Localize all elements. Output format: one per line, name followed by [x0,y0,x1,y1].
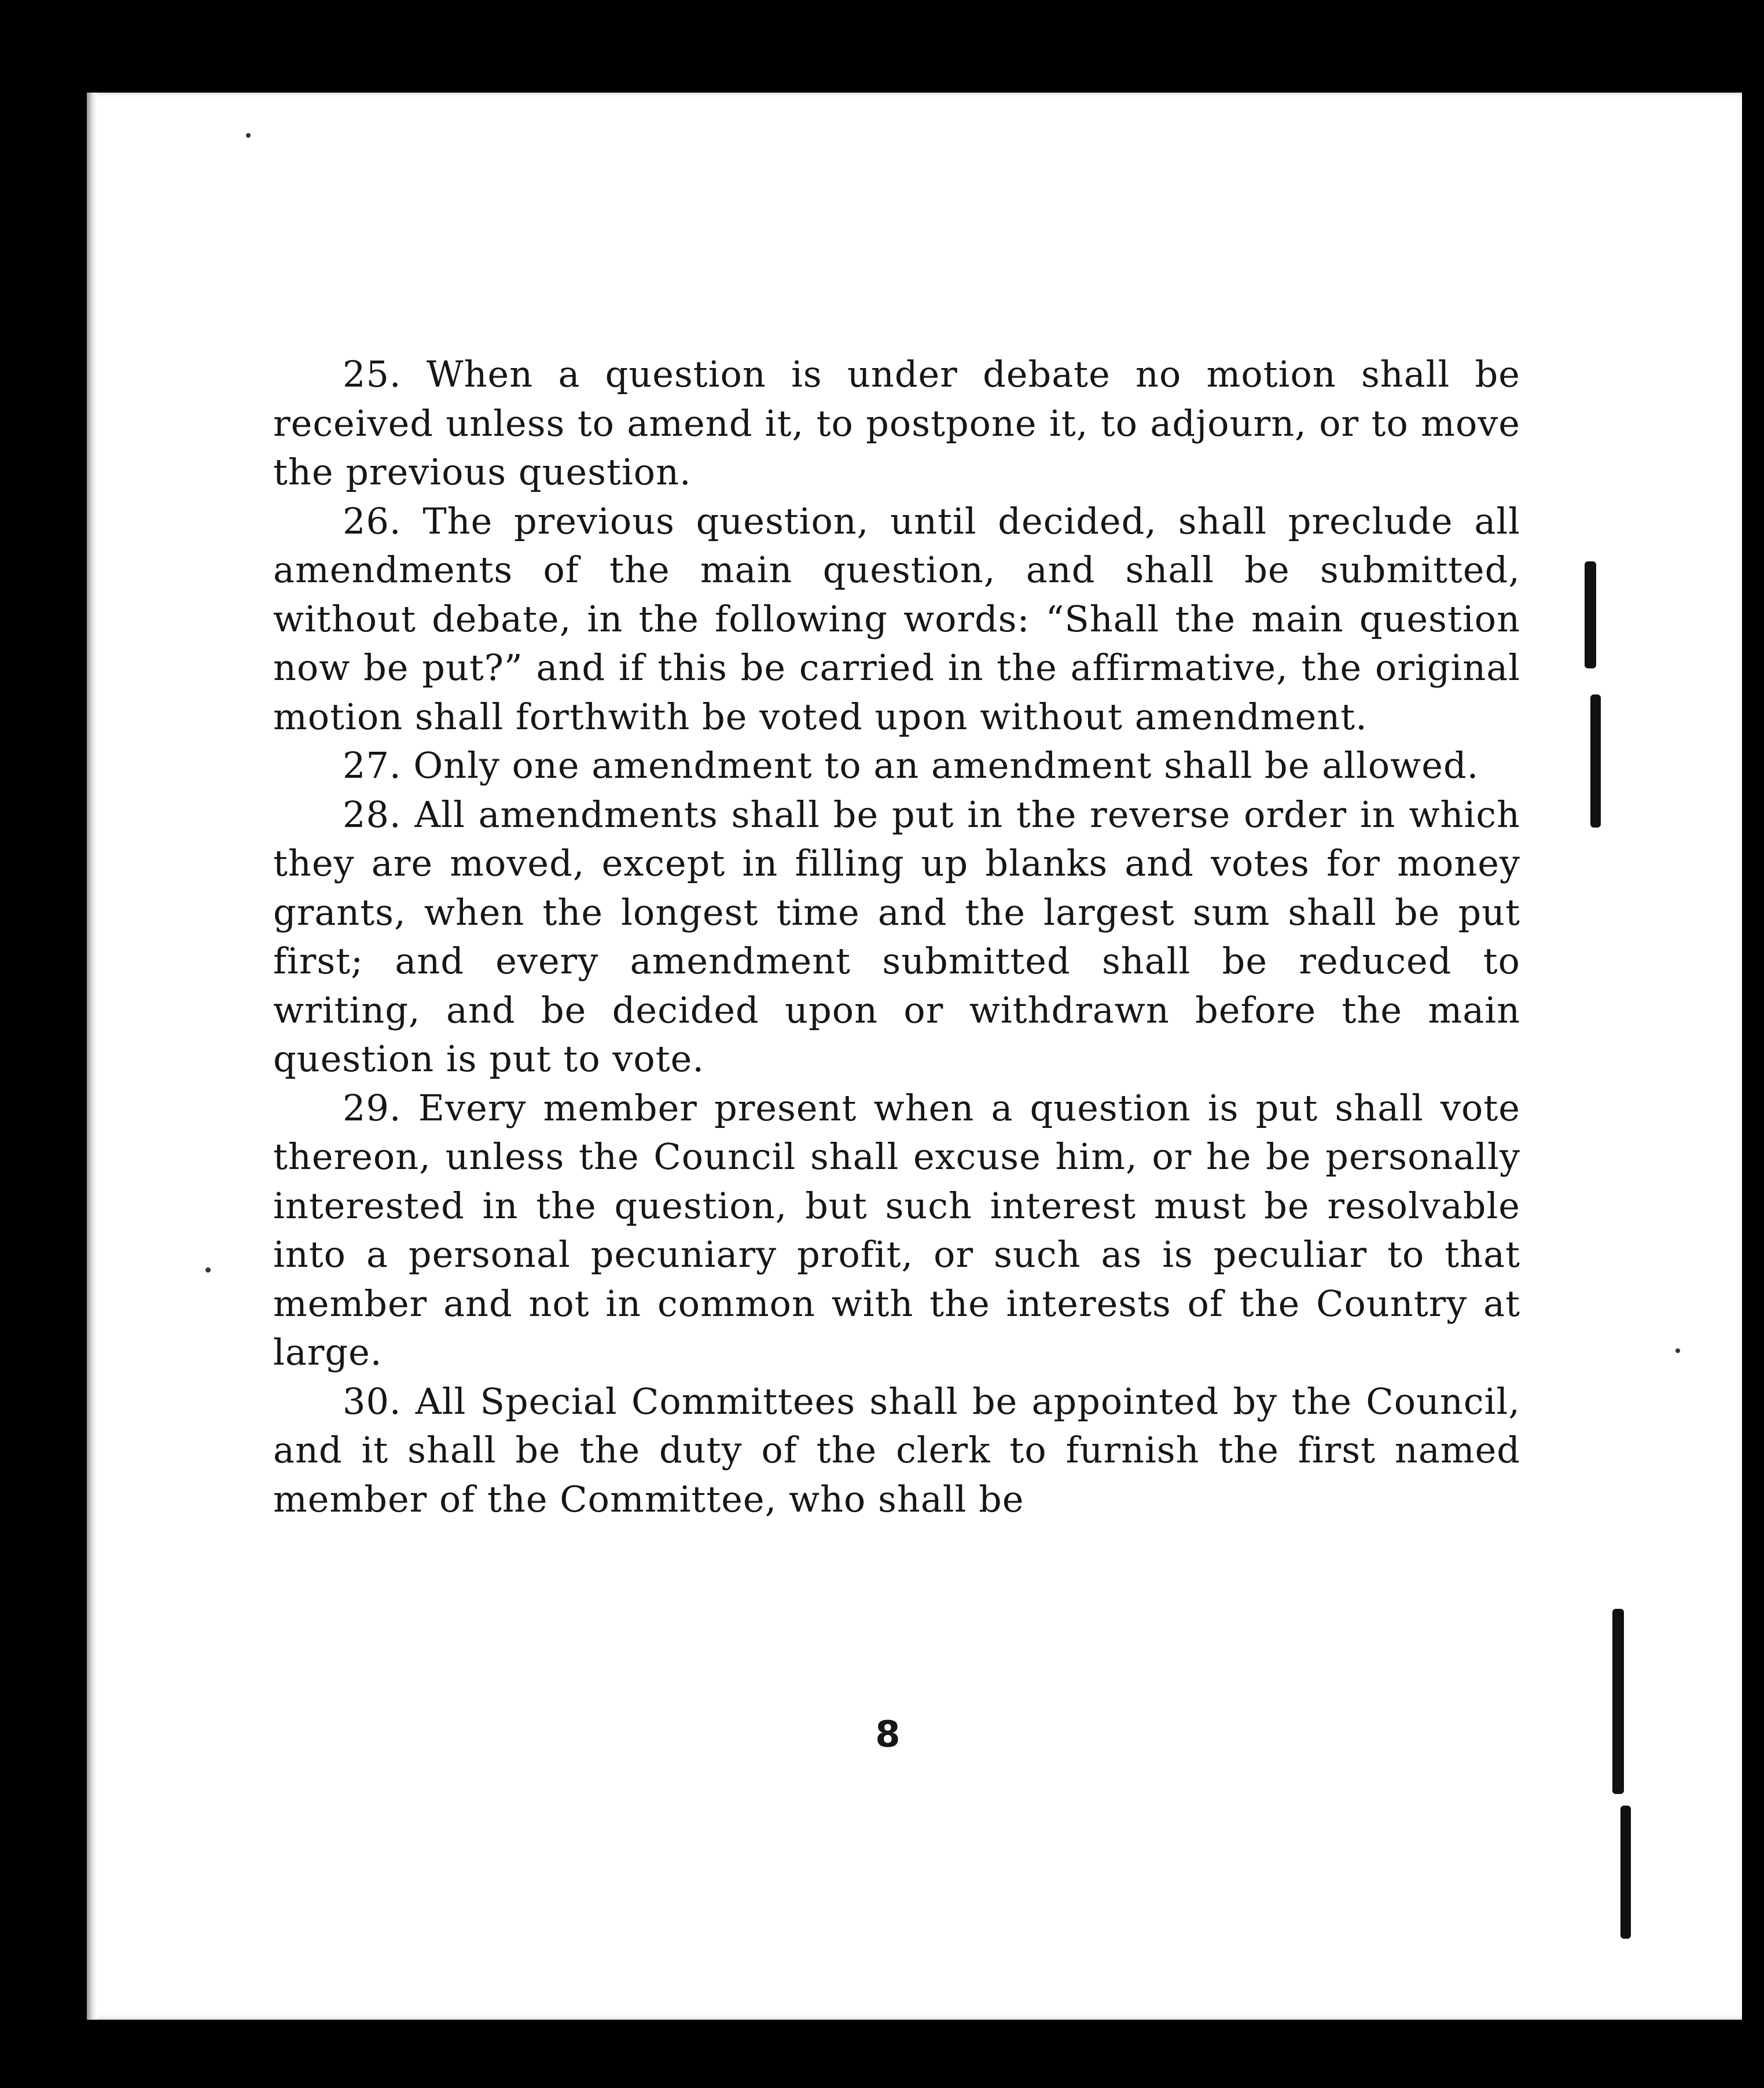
speck [246,133,251,138]
rule-number: 26. [343,499,402,542]
rule-26 [273,497,1520,742]
binding-mark-bottom-lower [1620,1806,1631,1939]
rule-text: Every member present when a question is put shall vote thereon, unless the Council shall excuse him, or he be personally interested in the question, but such interest must be resolvable into a personal pecuniary profit, or such as is peculiar to that member and not in common with the interests of the Country at large. [273,1086,1520,1373]
rule-number: 28. [343,793,402,836]
document-page [87,93,1742,2020]
rules-text [273,350,1520,1524]
rule-text: All Special Committees shall be appointed by the Council, and it shall be the duty of the clerk to furnish the first named member of the Committee, who shall be [273,1380,1520,1520]
rule-number: 27. [343,744,402,786]
binding-mark-top-lower [1590,694,1601,828]
rule-25 [273,350,1520,497]
speck [1675,1348,1680,1353]
binding-mark-bottom-upper [1612,1609,1624,1794]
rule-text: When a question is under debate no motion shall be received unless to amend it, to postpone it, to adjourn, or to move the previous question. [273,353,1520,493]
rule-text: The previous question, until decided, shall preclude all amendments of the main question, and shall be submitted, without debate, in the following words: “Shall the main question now be put?” and if this be carried in the affirmative, the original motion shall forthwith be voted upon without amendment. [273,499,1520,738]
rule-30 [273,1377,1520,1524]
rule-28 [273,791,1520,1084]
rule-29 [273,1084,1520,1377]
rule-text: All amendments shall be put in the reverse order in which they are moved, except in filling up blanks and votes for money grants, when the longest time and the largest sum shall be put first; and every amendment submitted shall be reduced to writing, and be decided upon or withdrawn before the main question is put to vote. [273,793,1520,1080]
rule-text: Only one amendment to an amendment shall be allowed. [413,744,1479,786]
rule-number: 30. [343,1380,402,1422]
rule-number: 29. [343,1086,402,1129]
binding-mark-top-upper [1585,561,1596,668]
rule-27 [273,741,1520,791]
speck [205,1267,211,1273]
page-number: 8 [875,1713,901,1755]
rule-number: 25. [343,353,402,395]
